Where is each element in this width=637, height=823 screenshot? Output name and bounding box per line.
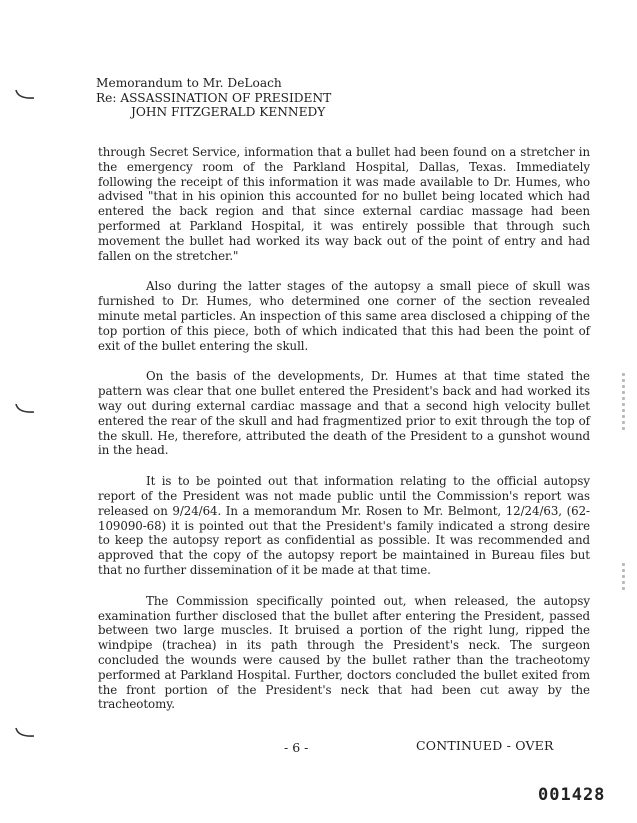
punch-hole-mark [14, 726, 36, 740]
body-paragraph: It is to be pointed out that information relating to the official autopsy report of the President was not made public until the Commission's report was released on 9/24/64. In a memorandum Mr. Rosen to Mr. Belmont, 12/24/63, (62-109090-68) it is pointed out that the President's family indicated a strong desire to keep the autopsy report as confidential as possible. It was recommended and approved that the copy of the autopsy report be maintained in Bureau files but that no further dissemination of it be made at that time. [98, 474, 590, 577]
body-paragraph: through Secret Service, information that a bullet had been found on a stretcher in the emergency room of the Parkland Hospital, Dallas, Texas. Immediately following the receipt of this information it was made available to Dr. Humes, who advised "that in his opinion this accounted for no bullet being located which had entered the back region and that since external cardiac massage had been performed at Parkland Hospital, it was entirely possible that through such movement the bullet had worked its way back out of the point of entry and had fallen on the stretcher." [98, 145, 590, 263]
body-paragraph: On the basis of the developments, Dr. Humes at that time stated the pattern was clear that one bullet entered the President's back and had worked its way out during external cardiac massage and that a second high velocity bullet entered the rear of the skull and had fragmentized prior to exit through the top of the skull. He, therefore, attributed the death of the President to a gunshot wound in the head. [98, 369, 590, 458]
body-paragraph: Also during the latter stages of the autopsy a small piece of skull was furnished to Dr. Humes, who determined one corner of the section revealed minute metal particles. An inspection of this same area disclosed a chipping of the top portion of this piece, both of which indicated that this had been the point of exit of the bullet entering the skull. [98, 279, 590, 353]
memo-subject-prefix: Re: [96, 90, 117, 105]
serial-number: 001428 [538, 785, 606, 805]
continued-note: CONTINUED - OVER [416, 738, 554, 753]
body-paragraph: The Commission specifically pointed out, when released, the autopsy examination further disclosed that the bullet after entering the President, passed between two large muscles. It bruised a portion of the right lung, ripped the windpipe (trachea) in its path through the President's neck. The surgeon concluded the wounds were caused by the bullet rather than the tracheotomy performed at Parkland Hospital. Further, doctors concluded the bullet exited from the front portion of the President's neck that had been cut away by the tracheotomy. [98, 593, 590, 712]
margin-specks [617, 560, 629, 593]
page-number: - 6 - [284, 740, 309, 755]
memo-subject-line2: JOHN FITZGERALD KENNEDY [131, 105, 326, 119]
punch-hole-mark [14, 402, 36, 416]
margin-specks [617, 370, 629, 433]
memo-subject-line1: ASSASSINATION OF PRESIDENT [120, 90, 332, 105]
memo-header [96, 76, 331, 120]
memo-body [98, 145, 590, 728]
memo-addressee: Memorandum to Mr. DeLoach [96, 76, 282, 90]
memo-subject [96, 91, 331, 106]
punch-hole-mark [14, 88, 36, 102]
